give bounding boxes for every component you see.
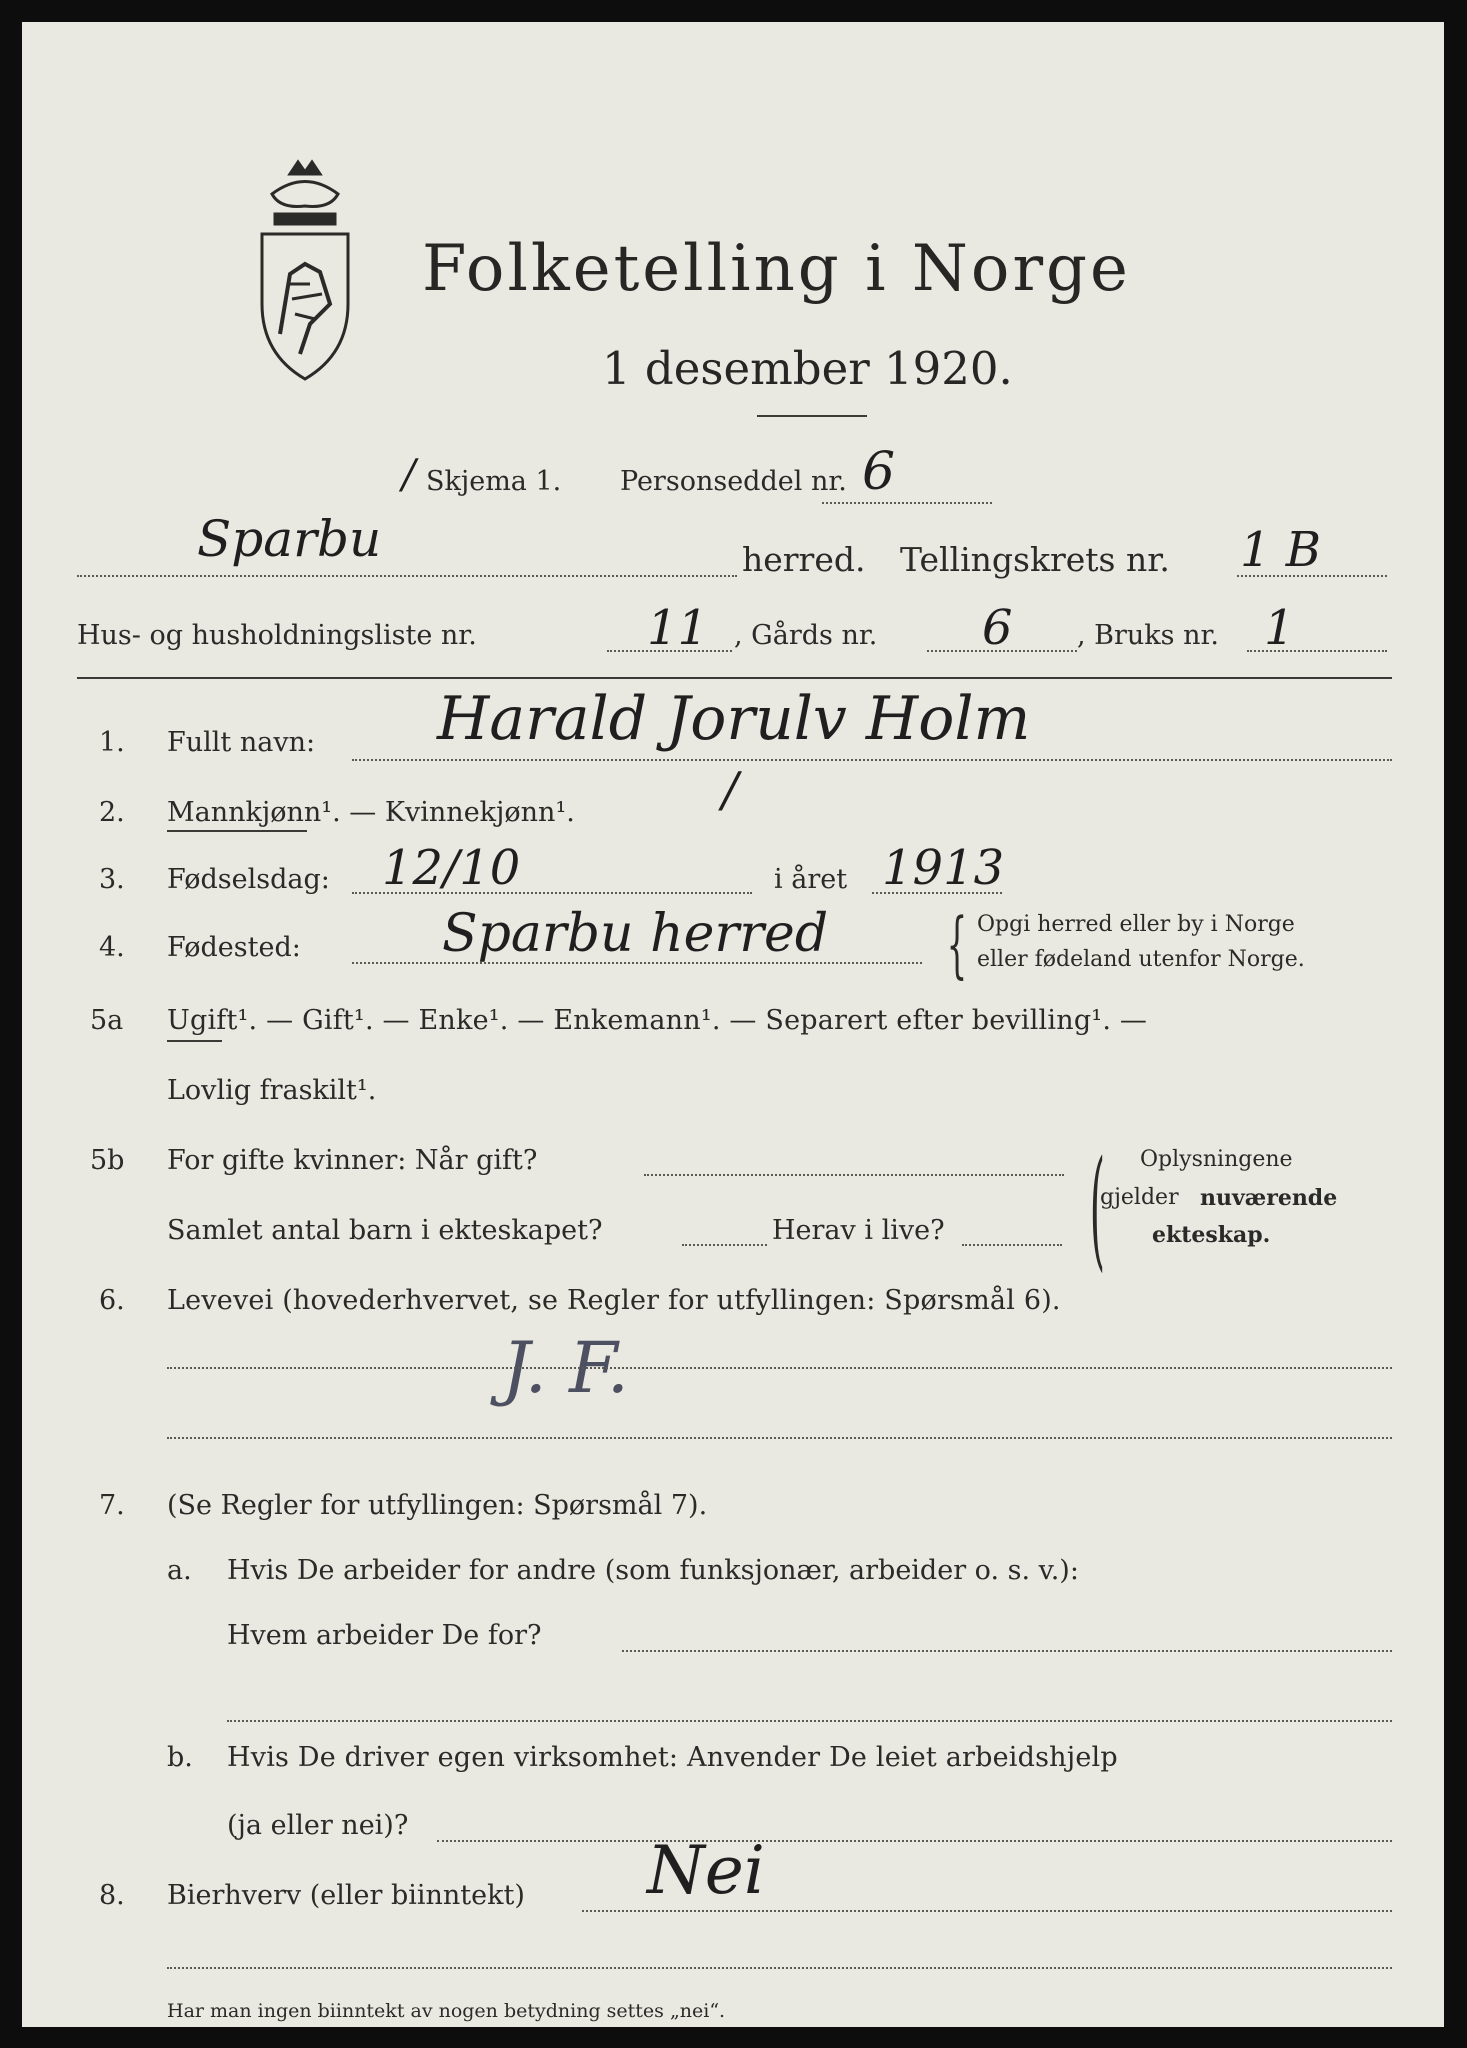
hus-line (607, 650, 732, 652)
q5b-alive-line (962, 1244, 1062, 1246)
q1-number: 1. (99, 727, 125, 758)
q3-line (352, 892, 752, 894)
census-form-page (22, 22, 1444, 2027)
tellingskrets-line (1237, 575, 1387, 577)
title-divider (757, 415, 867, 417)
q5b-number: 5b (90, 1145, 125, 1176)
herred-line (77, 575, 737, 577)
q3-label: Fødselsdag: (167, 864, 330, 895)
q1-label: Fullt navn: (167, 727, 316, 758)
q5b-note-1: Oplysningene (1140, 1147, 1293, 1172)
personseddel-value: 6 (862, 442, 896, 502)
bruks-line (1247, 650, 1387, 652)
q5b-note-2a: gjelder (1100, 1185, 1179, 1210)
q8-line-1 (582, 1910, 1392, 1912)
personseddel-line (822, 502, 992, 504)
q6-line-2 (167, 1437, 1392, 1439)
q6-number: 6. (99, 1285, 125, 1316)
q7a-label-2: Hvem arbeider De for? (227, 1620, 542, 1651)
q4-note-1: Opgi herred eller by i Norge (977, 912, 1295, 937)
q8-label: Bierhverv (eller biinntekt) (167, 1880, 525, 1911)
q7a-line-1 (622, 1650, 1392, 1652)
q7b-label-2: (ja eller nei)? (227, 1810, 409, 1841)
q8-line-2 (167, 1967, 1392, 1969)
q5a-underline (167, 1040, 222, 1042)
q1-line (352, 759, 1392, 761)
q7-label: (Se Regler for utfyllingen: Spørsmål 7). (167, 1490, 708, 1521)
gards-value: 6 (982, 600, 1013, 656)
q5b-label-2: Samlet antal barn i ekteskapet? (167, 1215, 603, 1246)
q5b-children-line (682, 1244, 767, 1246)
bruks-label: , Bruks nr. (1077, 620, 1220, 651)
q5a-number: 5a (90, 1005, 124, 1036)
bruks-value: 1 (1264, 600, 1295, 656)
q6-value: J. F. (502, 1327, 630, 1409)
q5b-label-1: For gifte kvinner: Når gift? (167, 1145, 538, 1176)
q2-number: 2. (99, 797, 125, 828)
q3-year-value: 1913 (882, 840, 1005, 896)
q8-number: 8. (99, 1880, 125, 1911)
q4-brace: { (946, 902, 968, 986)
q5b-note-3: ekteskap. (1152, 1222, 1271, 1248)
q3-value: 12/10 (382, 840, 521, 896)
footer-note: Har man ingen biinntekt av nogen betydning settes „nei“. (167, 2000, 726, 2022)
personseddel-label: Personseddel nr. (620, 466, 847, 497)
q6-line-1 (167, 1367, 1392, 1369)
q5a-label-2: Lovlig fraskilt¹. (167, 1075, 377, 1106)
gards-label: , Gårds nr. (734, 620, 878, 651)
q7a-line-2 (227, 1720, 1392, 1722)
q4-value: Sparbu herred (442, 904, 829, 964)
q5b-brace: ( (1089, 1132, 1105, 1284)
q6-label: Levevei (hovederhvervet, se Regler for utfyllingen: Spørsmål 6). (167, 1285, 1061, 1316)
q4-label: Fødested: (167, 932, 301, 963)
header-divider (77, 677, 1392, 679)
skjema-label: Skjema 1. (426, 466, 562, 497)
q1-value: Harald Jorulv Holm (437, 684, 1031, 754)
q7b-line (437, 1840, 1392, 1842)
q5b-label-3: Herav i live? (772, 1215, 945, 1246)
norwegian-coat-of-arms-icon (250, 154, 360, 394)
tellingskrets-label: Tellingskrets nr. (900, 540, 1170, 579)
hus-label: Hus- og husholdningsliste nr. (77, 620, 477, 651)
q2-mark: / (722, 762, 739, 818)
q7b-label-1: Hvis De driver egen virksomhet: Anvender De leiet arbeidshjelp (227, 1742, 1118, 1773)
q3-number: 3. (99, 864, 125, 895)
q7-number: 7. (99, 1490, 125, 1521)
q4-note-2: eller fødeland utenfor Norge. (977, 947, 1305, 972)
q5a-label: Ugift¹. — Gift¹. — Enke¹. — Enkemann¹. — Separert efter bevilling¹. — (167, 1005, 1148, 1036)
checkmark: / (402, 452, 416, 498)
q7a-letter: a. (167, 1555, 192, 1586)
q4-number: 4. (99, 932, 125, 963)
hus-value: 11 (647, 600, 709, 656)
form-title: Folketelling i Norge (422, 232, 1131, 306)
herred-label: herred. (742, 540, 866, 579)
q3-year-label: i året (774, 864, 848, 895)
tellingskrets-value: 1 B (1240, 522, 1322, 578)
q5b-note-2b: nuværende (1200, 1185, 1338, 1211)
q5b-married-line (644, 1174, 1064, 1176)
q4-line (352, 962, 922, 964)
q3-year-line (872, 892, 1002, 894)
form-date: 1 desember 1920. (602, 342, 1013, 395)
q2-underline (167, 830, 307, 832)
herred-value: Sparbu (197, 510, 382, 568)
q8-value: Nei (647, 1832, 765, 1909)
gards-line (927, 650, 1077, 652)
q7a-label-1: Hvis De arbeider for andre (som funksjonær, arbeider o. s. v.): (227, 1555, 1079, 1586)
q2-label: Mannkjønn¹. — Kvinnekjønn¹. (167, 797, 575, 828)
q7b-letter: b. (167, 1742, 193, 1773)
